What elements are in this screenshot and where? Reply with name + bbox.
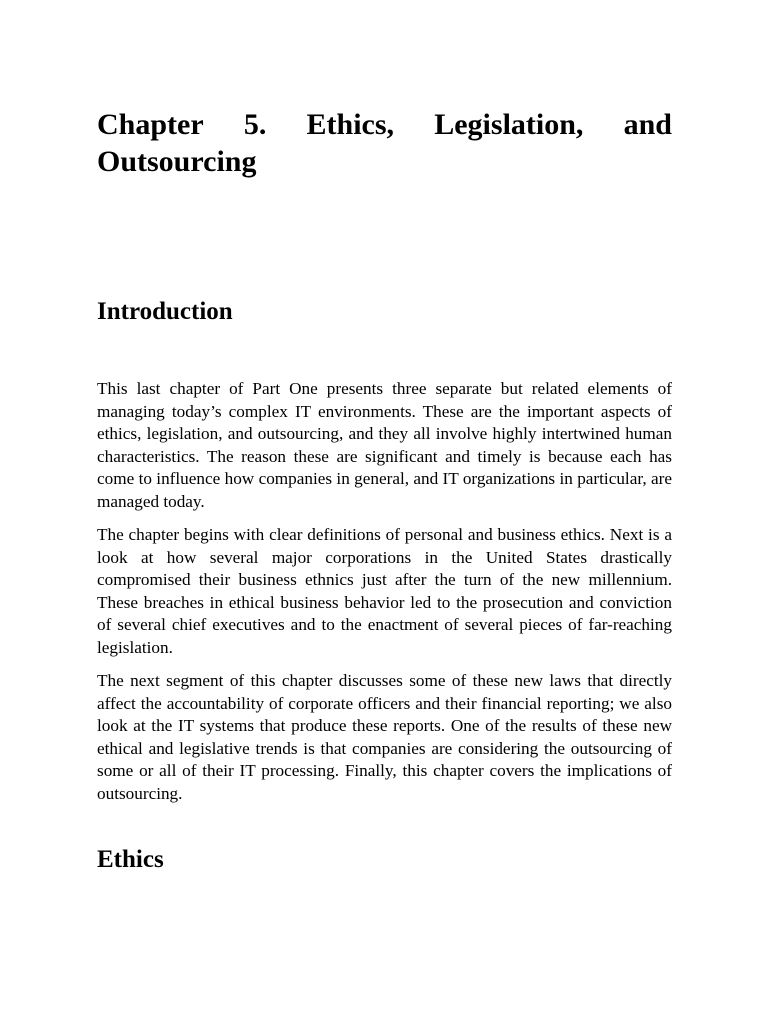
body-paragraph: The chapter begins with clear definitions of personal and business ethics. Next is a look at how several major corporations in the United States drastically compromised their business ethnics just after the turn of the new millennium. These breaches in ethical business behavior led to the prosecution and conviction of several chief executives and to the enactment of several pieces of far-reaching legislation. [97, 525, 672, 657]
chapter-title-line-1 [97, 106, 672, 143]
chapter-title-word: and [623, 108, 672, 141]
chapter-title-word: Ethics, [306, 108, 395, 141]
chapter-title [97, 106, 672, 180]
chapter-title-line-2: Outsourcing [97, 145, 257, 178]
body-paragraph: The next segment of this chapter discusses some of these new laws that directly affect the accountability of corporate officers and their financial reporting; we also look at the IT systems that produce these reports. One of the results of these new ethical and legislative trends is that companies are considering the outsourcing of some or all of their IT processing. Finally, this chapter covers the implications of outsourcing. [97, 671, 672, 803]
body-paragraph: This last chapter of Part One presents three separate but related elements of managing today’s complex IT environments. These are the important aspects of ethics, legislation, and outsourcing, and they all involve highly intertwined human characteristics. The reason these are significant and timely is because each has come to influence how companies in general, and IT organizations in particular, are managed today. [97, 379, 672, 511]
chapter-title-word: 5. [243, 108, 267, 141]
introduction-heading: Introduction [97, 298, 233, 325]
ethics-heading: Ethics [97, 846, 164, 873]
chapter-title-word: Chapter [97, 108, 204, 141]
introduction-body [97, 378, 672, 816]
chapter-title-word: Legislation, [434, 108, 584, 141]
document-page [97, 0, 672, 1024]
